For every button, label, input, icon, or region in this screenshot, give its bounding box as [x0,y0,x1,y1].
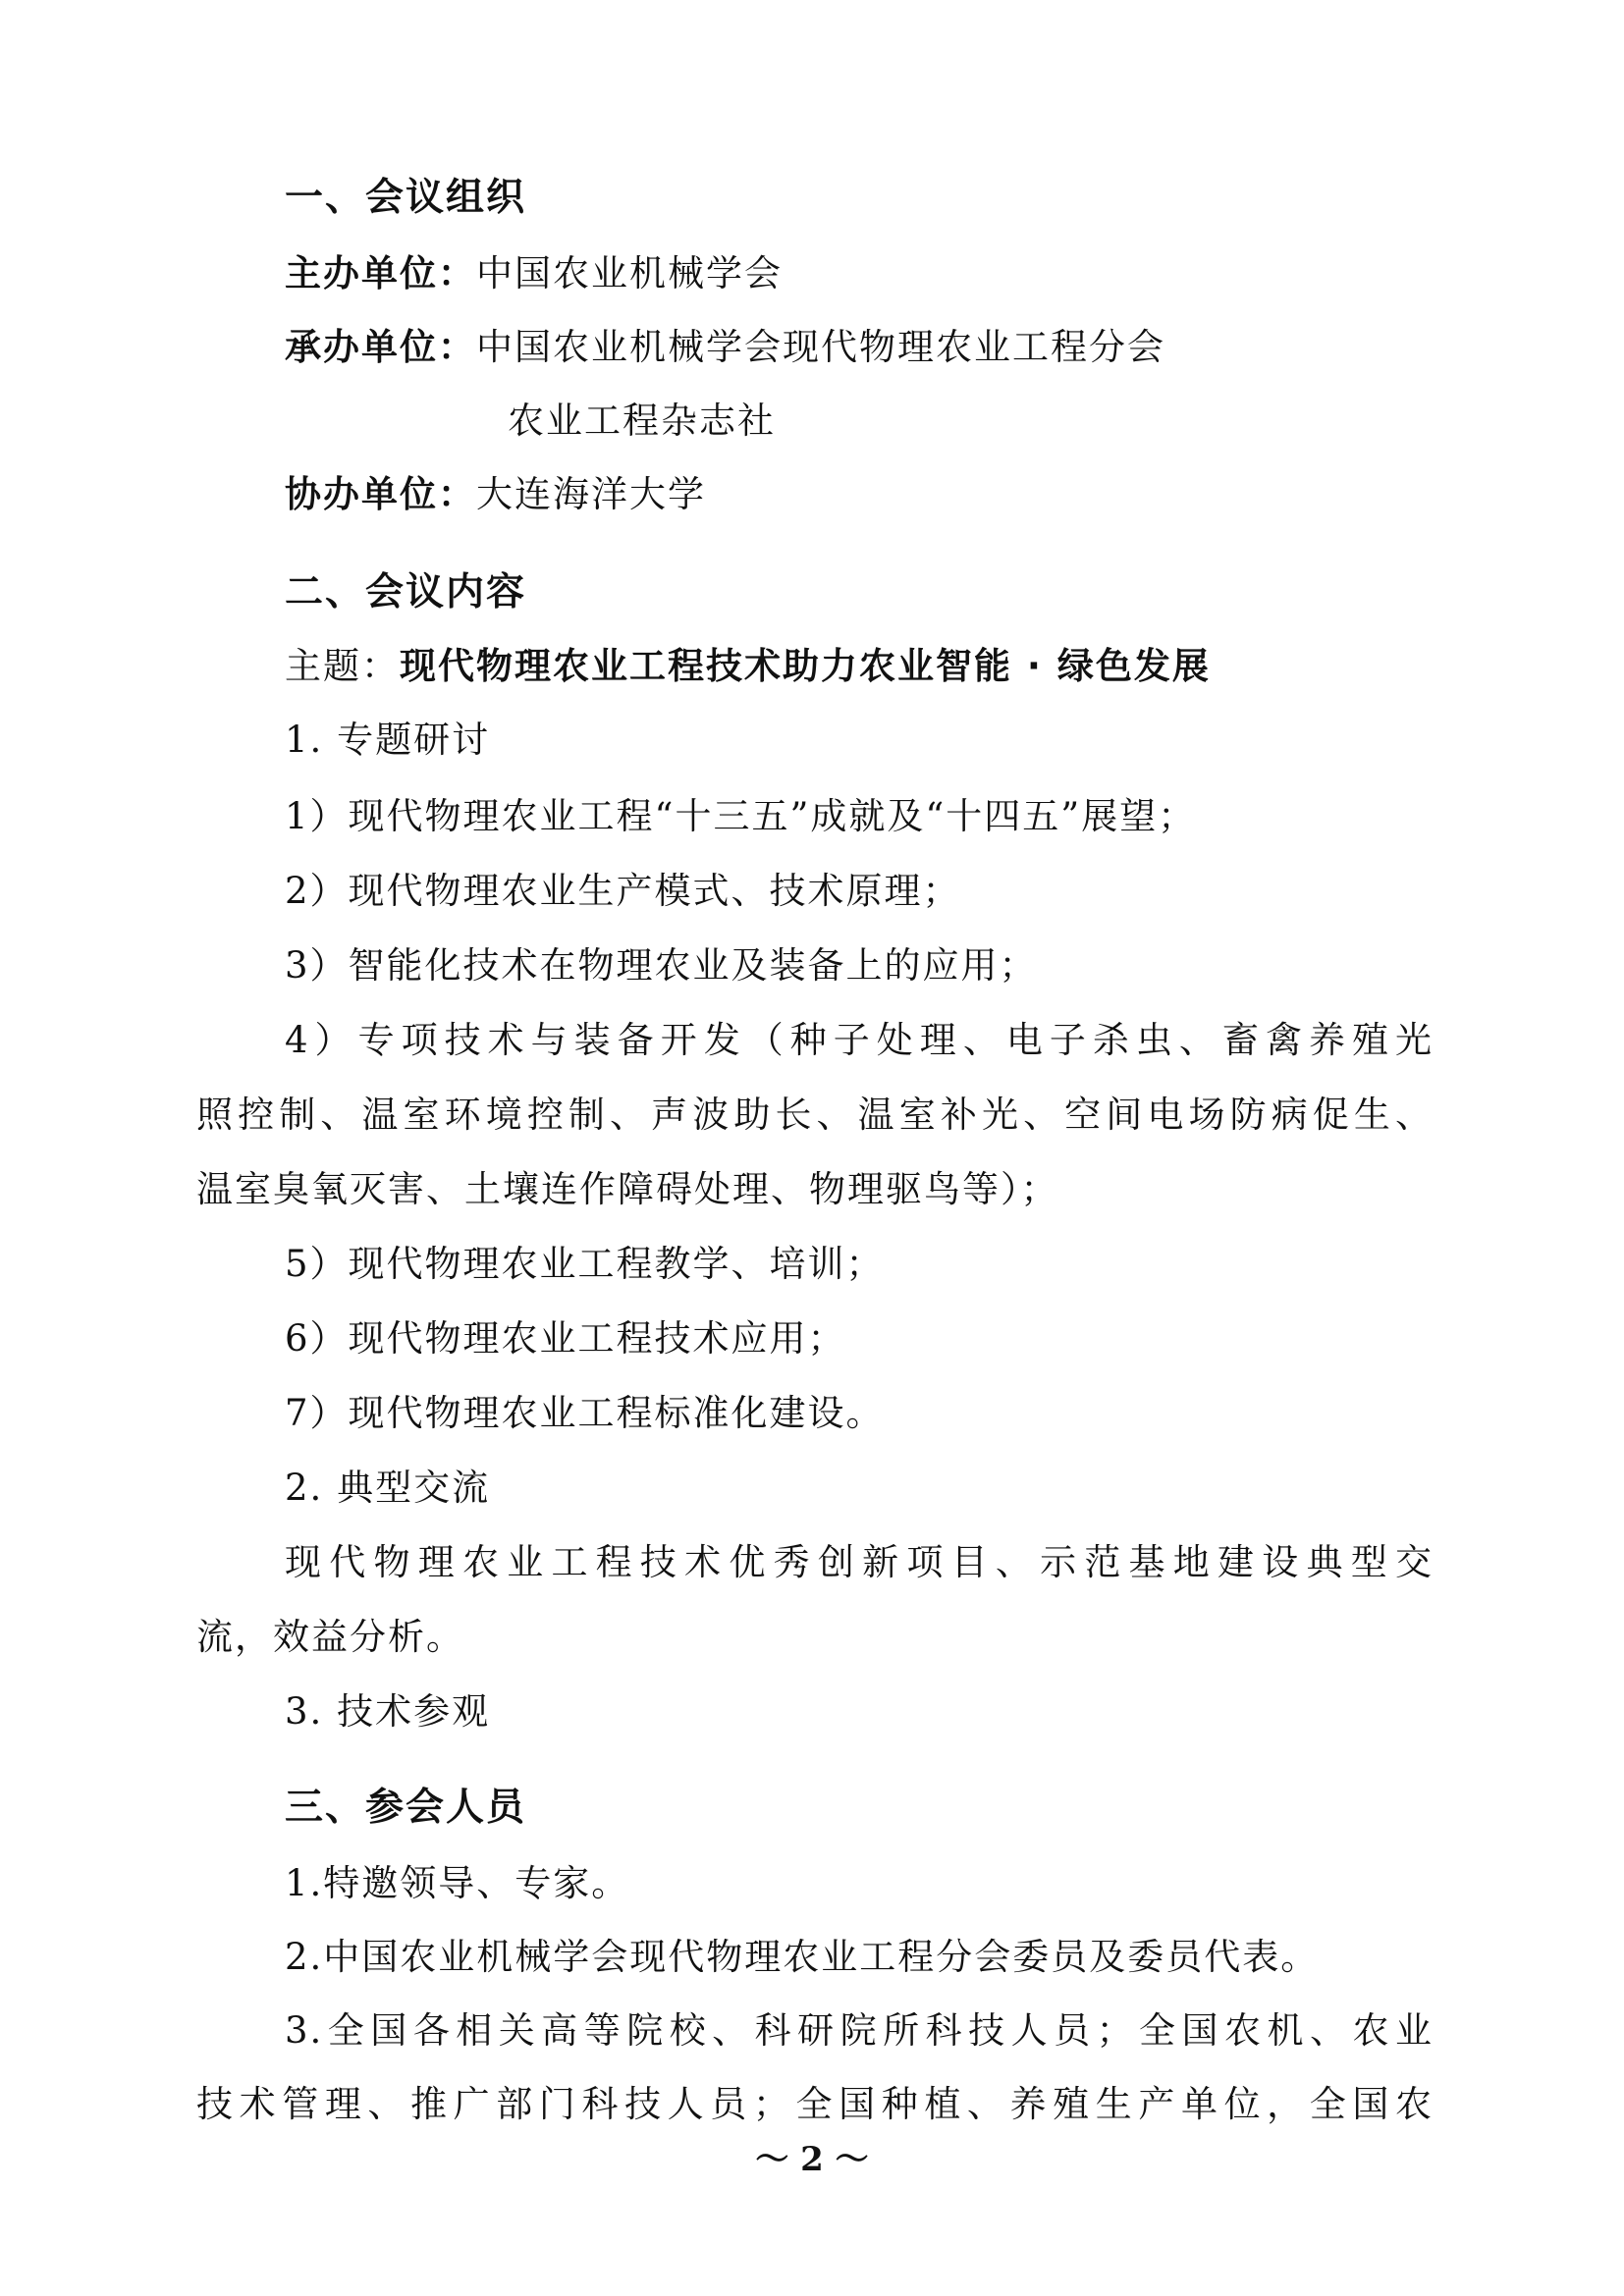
subheading-seminar-text: 1. 专题研讨 [285,719,491,761]
theme-row [285,643,1211,690]
seminar-item-2: 2）现代物理农业生产模式、技术原理； [285,870,961,912]
subheading-seminar [285,717,490,764]
organizer-row [285,324,1165,371]
theme-label: 主题： [285,645,400,687]
organizer-value-2: 农业工程杂志社 [508,400,776,442]
seminar-item-4-line-3: 温室臭氧灭害、土壤连作障碍处理、物理驱鸟等）； [196,1168,1059,1210]
seminar-item-6: 6）现代物理农业工程技术应用； [285,1317,846,1360]
attendee-item-3-line-1: 3.全国各相关高等院校、科研院所科技人员；全国农机、农业 [285,2009,1434,2052]
attendee-item-2: 2.中国农业机械学会现代物理农业工程分会委员及委员代表。 [285,1936,1320,1978]
seminar-item-4-line-2: 照控制、温室环境控制、声波助长、温室补光、空间电场防病促生、 [196,1094,1434,1136]
page-number: ～ 2 ～ [755,2140,869,2179]
seminar-item-4-line-1: 4）专项技术与装备开发（种子处理、电子杀虫、畜禽养殖光 [285,1019,1434,1061]
attendee-item-1: 1.特邀领导、专家。 [285,1862,630,1904]
theme-value: 现代物理农业工程技术助力农业智能 · 绿色发展 [400,645,1211,687]
co-organizer-row [285,471,706,518]
host-value: 中国农业机械学会 [476,252,783,294]
host-row [285,250,783,297]
exchange-line-1: 现代物理农业工程技术优秀创新项目、示范基地建设典型交 [285,1541,1434,1583]
attendee-item-3-line-2: 技术管理、推广部门科技人员；全国种植、养殖生产单位，全国农 [196,2083,1434,2125]
seminar-item-5: 5）现代物理农业工程教学、培训； [285,1243,885,1285]
seminar-item-1: 1）现代物理农业工程“十三五”成就及“十四五”展望； [285,795,1197,837]
section-heading-content: 二、会议内容 [285,570,527,614]
section-heading-organization: 一、会议组织 [285,176,527,220]
organizer-label: 承办单位： [285,326,476,368]
host-label: 主办单位： [285,252,476,294]
organizer-value-1: 中国农业机械学会现代物理农业工程分会 [476,326,1165,368]
section-heading-attendees: 三、参会人员 [285,1786,527,1830]
seminar-item-7: 7）现代物理农业工程标准化建设。 [285,1392,885,1434]
seminar-item-3: 3）智能化技术在物理农业及装备上的应用； [285,944,1038,987]
co-organizer-label: 协办单位： [285,473,476,515]
co-organizer-value: 大连海洋大学 [476,473,706,515]
exchange-line-2: 流，效益分析。 [196,1616,464,1658]
subheading-exchange: 2. 典型交流 [285,1467,491,1509]
subheading-visit: 3. 技术参观 [285,1690,491,1733]
